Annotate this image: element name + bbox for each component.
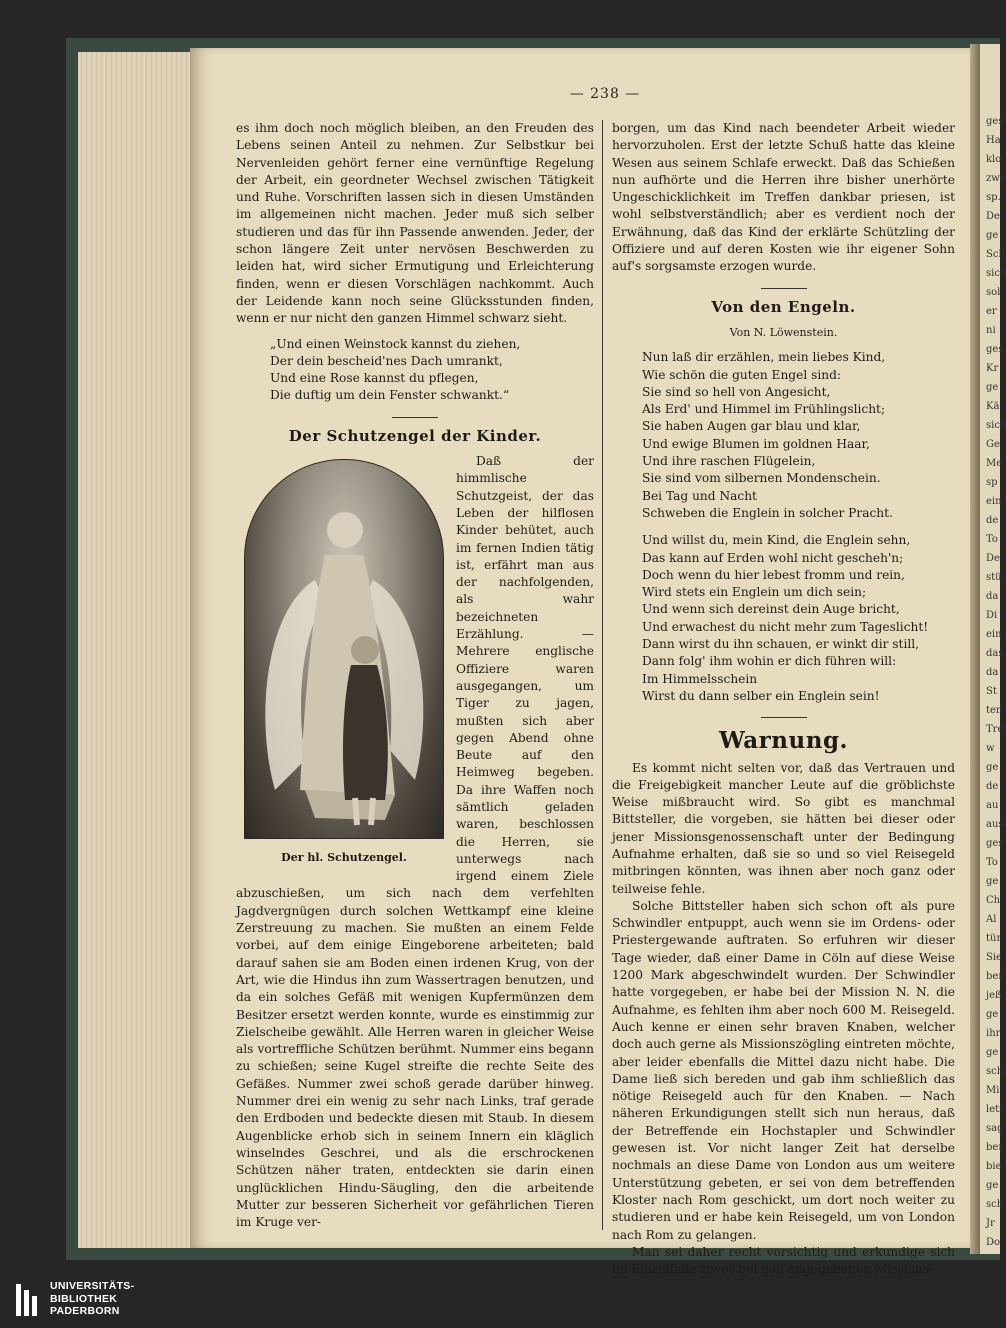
poem-line: Im Himmelsschein [642,671,758,686]
poem-title: Von den Engeln. [711,297,856,316]
next-page-fragment: Ha [986,135,1001,146]
section-divider [392,417,438,418]
next-page-fragment: das [986,648,1004,659]
page-gutter [970,44,980,1254]
next-page-fragment: Tre [986,724,1004,735]
next-page-fragment: sch [986,1066,1004,1077]
quote-verse [270,336,594,405]
poem-author: Von N. Löwenstein. [729,325,838,339]
intro-paragraph: es ihm doch noch möglich bleiben, an den Freuden des Lebens seinen Anteil zu nehmen. Zur Selbstkur bei Nervenleiden gehört ferner eine vernünftige Regelung der Arbeit, ein geordneter Wechsel zwischen Tätigkeit und Ruhe. Vorschriften lassen sich in diesen Umständen im allgemeinen nicht machen. Jeder muß sich selber studieren und das für ihn Passende anwenden. Jeder, der schon längere Zeit unter nervösen Beschwerden zu leiden hat, wird sicher Ermutigung und Erleichterung finden, wenn er diesen Vorschlägen nachkommt. Auch der Leidende kann noch seine Glücksstunden finden, wenn er nur nicht den ganzen Himmel schwarz sieht. [236,121,594,326]
next-page-fragment: Kä [986,401,1000,412]
next-page-fragment: letz [986,1104,1005,1115]
poem-line: Und ewige Blumen im goldnen Haar, [642,436,870,451]
poem-line: Und ihre raschen Flügelein, [642,454,816,469]
poem-stanza-2 [642,532,955,705]
article-text: Daß der himmlische Schutzgeist, der das Leben der hilflosen Kinder behütet, auch im fernen Indien tätig ist, erfährt man aus der nachfolgenden, als wahr bezeichneten Erzählung. — Mehrere englische Offiziere waren ausgegangen, um Tiger zu jagen, mußten sich aber gegen Abend ohne Beute auf den Heimweg begeben. Da ihre Waffen noch sämtlich geladen waren, beschlossen die Herren, sie unterwegs nach irgend einem Ziele abzuschießen, um sich nach dem verfehlten Jagdvergnügen durch solchen Wettkampf eine kleine Zerstreuung zu machen. Sie mußten an einem Felde vorbei, auf dem einige Eingeborene arbeiteten; bald darauf sahen sie am Boden einen irdenen Krug, von der Art, wie die Hindus ihn zum Wassertragen benutzen, und da ein solches Gefäß mit wenigen Kupfermünzen dem Besitzer ersetzt werden konnte, wurde es einstimmig zur Zielscheibe gewählt. Alle Herren waren in gleicher Weise als vortreffliche Schützen berühmt. Nummer eins begann zu schießen; seine Kugel streifte die rechte Seite des Gefäßes. Nummer zwei schoß gerade darüber hinweg. Nummer drei ein wenig zu sehr nach Links, traf gerade den Erdboden und bedeckte diesen mit Staub. In diesem Augenblicke erhob sich in seinem Innern ein kläglich winselndes Geschrei, und als die erschrockenen Schützen näher traten, entdeckten sie darin einen unglücklichen Hindu-Säugling, den die arbeitende Mutter zur besseren Sicherheit vor gefährlichen Tieren im Kruge ver- [236,454,594,1230]
next-page-fragment: ber [986,1142,1004,1153]
next-page-fragment: de [986,781,999,792]
next-page-fragment: ein [986,629,1002,640]
next-page-fragment: Do [986,1237,1001,1248]
next-page-fragment: Mi [986,1085,1000,1096]
poem-line: Und willst du, mein Kind, die Englein sehn, [642,533,911,548]
next-page-fragment: Jr [986,1218,995,1229]
section-divider [761,717,807,718]
next-page-fragment: ge [986,876,999,887]
next-page-fragment: De [986,553,1000,564]
next-page-fragment: St [986,686,997,697]
next-page-fragment: Me [986,458,1003,469]
next-page-fragment: sp [986,477,998,488]
library-line: BIBLIOTHEK [50,1292,118,1305]
left-column [236,120,594,1231]
poem-line: Als Erd' und Himmel im Frühlingslicht; [642,402,886,417]
next-page-fragment: w [986,743,995,754]
library-line: PADERBORN [50,1305,120,1317]
next-page-fragment: ge [986,1047,999,1058]
next-page-fragment: ge [986,1009,999,1020]
article-title: Der Schutzengel der Kinder. [288,426,542,445]
poem-line: Wirst du dann selber ein Englein sein! [642,688,880,703]
poem-line: Sie sind so hell von Angesicht, [642,384,831,399]
image-caption: Der hl. Schutzengel. [281,851,407,865]
library-emblem-icon [14,1282,44,1318]
angel-illustration-icon [245,460,443,838]
next-page-fragment: sich [986,420,1006,431]
next-page-fragment: ges [986,116,1004,127]
next-page-fragment: ge [986,230,999,241]
next-page-fragment: sch [986,1199,1004,1210]
next-page-fragment: jeß [986,990,1002,1001]
next-page-fragment: da [986,591,999,602]
page-edges [78,52,196,1248]
poem-line: Dann folg' ihm wohin er dich führen will: [642,654,897,669]
next-page-fragment: aus [986,819,1004,830]
next-page-fragment: Ge [986,439,1000,450]
quote-line: „Und einen Weinstock kannst du ziehen, [270,336,521,351]
page-number: — 238 — [569,86,641,102]
poem-line: Sie sind vom silbernen Mondenschein. [642,471,881,486]
poem-line: Wird stets ein Englein um dich sein; [642,585,867,600]
next-page-fragment: ge [986,762,999,773]
poem-line: Bei Tag und Nacht [642,488,757,503]
right-column [612,120,955,1278]
next-page-fragment: sag [986,1123,1004,1134]
quote-line: Der dein bescheid'nes Dach umrankt, [270,353,503,368]
guardian-angel-figure [244,459,444,866]
next-page-fragment: ge [986,382,999,393]
next-page-fragment: ges [986,344,1004,355]
next-page-fragment: De [986,211,1000,222]
next-page-fragment: Sie [986,952,1002,963]
poem-line: Wie schön die guten Engel sind: [642,367,841,382]
next-page-fragment: er [986,306,997,317]
poem-line: Das kann auf Erden wohl nicht gescheh'n; [642,550,904,565]
next-page-fragment: ten [986,705,1003,716]
guardian-angel-image [244,459,444,839]
next-page-fragment: ge [986,1180,999,1191]
library-logo [14,1280,174,1320]
next-page-fragment: Kr [986,363,999,374]
next-page-fragment: stü [986,572,1002,583]
library-name [50,1280,134,1318]
next-page-fragment: Al [986,914,997,925]
next-page-fragment: sp. [986,192,1001,203]
next-page-edge [980,44,1006,1254]
warning-paragraph: Solche Bittsteller haben sich schon oft als pure Schwindler entpuppt, auch wenn sie im Ordens- oder Priestergewande auftraten. So erfuhren wir dieser Tage wieder, daß einer Dame in Cöln auf diese Weise 1200 Mark abgeschwindelt wurden. Der Schwindler hatte vorgegeben, er habe bei der Mission N. N. die Aufnahme, es fehlten ihm aber noch 600 M. Reisegeld. Auch kenne er einen sehr braven Knaben, welcher doch auch gerne als Missionszögling eintreten möchte, aber leider ebenfalls die Mittel dazu nicht habe. Die Dame ließ sich bereden und gab ihm schließlich das nötige Reisegeld auch für den Knaben. — Nach näheren Erkundigungen stellt sich nun heraus, daß der Betreffende ein Hochstapler und Schwindler gewesen ist. Vor nicht langer Zeit hat derselbe nochmals an diese Dame von London aus um weitere Unterstützung gebeten, er sei von dem betreffenden Kloster nach Rom geschickt, um dort noch weiter zu studieren und er habe kein Reisegeld, um von London nach Rom zu gelangen. [612,898,955,1242]
poem-line: Und erwachest du nicht mehr zum Tageslicht! [642,619,929,634]
next-page-fragment: Di [986,610,998,621]
next-page-fragment: tür [986,933,1002,944]
poem-line: Doch wenn du hier lebest fromm und rein, [642,567,905,582]
next-page-fragment: ber [986,971,1004,982]
next-page-fragment: ihr [986,1028,1001,1039]
poem-line: Sie haben Augen gar blau und klar, [642,419,861,434]
next-page-fragment: To [986,534,998,545]
column-divider [602,120,603,1230]
next-page-fragment: sol [986,287,1001,298]
poem-line: Dann wirst du ihn schauen, er winkt dir still, [642,637,920,652]
next-page-fragment: bie [986,1161,1002,1172]
poem-line: Schweben die Englein in solcher Pracht. [642,505,893,520]
article-continuation: borgen, um das Kind nach beendeter Arbeit wieder hervorzuholen. Erst der letzte Schuß hatte das kleine Wesen aus seinem Schlafe erweckt. Daß das Schießen nun aufhörte und die Herren ihre bisher unerhörte Ungeschicklichkeit im Treffen dankbar priesen, ist wohl selbstverständlich; aber es verdient noch der Erwähnung, daß das Kind der erklärte Schützling der Offiziere und auf deren Kosten wie ihr eigener Sohn auf's sorgsamste erzogen wurde. [612,121,955,274]
poem-line: Nun laß dir erzählen, mein liebes Kind, [642,350,886,365]
next-page-fragment: au [986,800,999,811]
next-page-fragment: To [986,857,998,868]
library-line: UNIVERSITÄTS- [50,1280,135,1292]
next-page-fragment: ni [986,325,996,336]
section-divider [761,288,807,289]
next-page-fragment: Ch [986,895,1001,906]
quote-line: Und eine Rose kannst du pflegen, [270,371,479,386]
next-page-fragment: klo [986,154,1002,165]
next-page-fragment: zwe [986,173,1006,184]
next-page-fragment: ein [986,496,1002,507]
warning-paragraph: Es kommt nicht selten vor, daß das Vertrauen und die Freigebigkeit mancher Leute auf die gröblichste Weise mißbraucht wird. So gibt es manchmal Bittsteller, die vorgeben, sie hätten bei dieser oder jener Missionsgenossenschaft unter der Bedingung Aufnahme erhalten, daß sie so und so viel Reisegeld mitbringen könnten, was ihnen aber noch ganz oder teilweise fehle. [612,760,955,896]
warning-paragraph: Man sei daher recht vorsichtig und erkundige sich im Einzelfalle zuvor bei den angegebenen Missions- [612,1244,955,1277]
poem-stanza-1 [642,349,955,522]
warning-title: Warnung. [718,727,849,755]
next-page-fragment: sich [986,268,1006,279]
poem-line: Und wenn sich dereinst dein Auge bricht, [642,602,900,617]
next-page-fragment: ges [986,838,1004,849]
quote-line: Die duftig um dein Fenster schwankt.“ [270,388,510,403]
next-page-fragment: da [986,667,999,678]
next-page-fragment: Sch [986,249,1005,260]
next-page-fragment: de [986,515,999,526]
